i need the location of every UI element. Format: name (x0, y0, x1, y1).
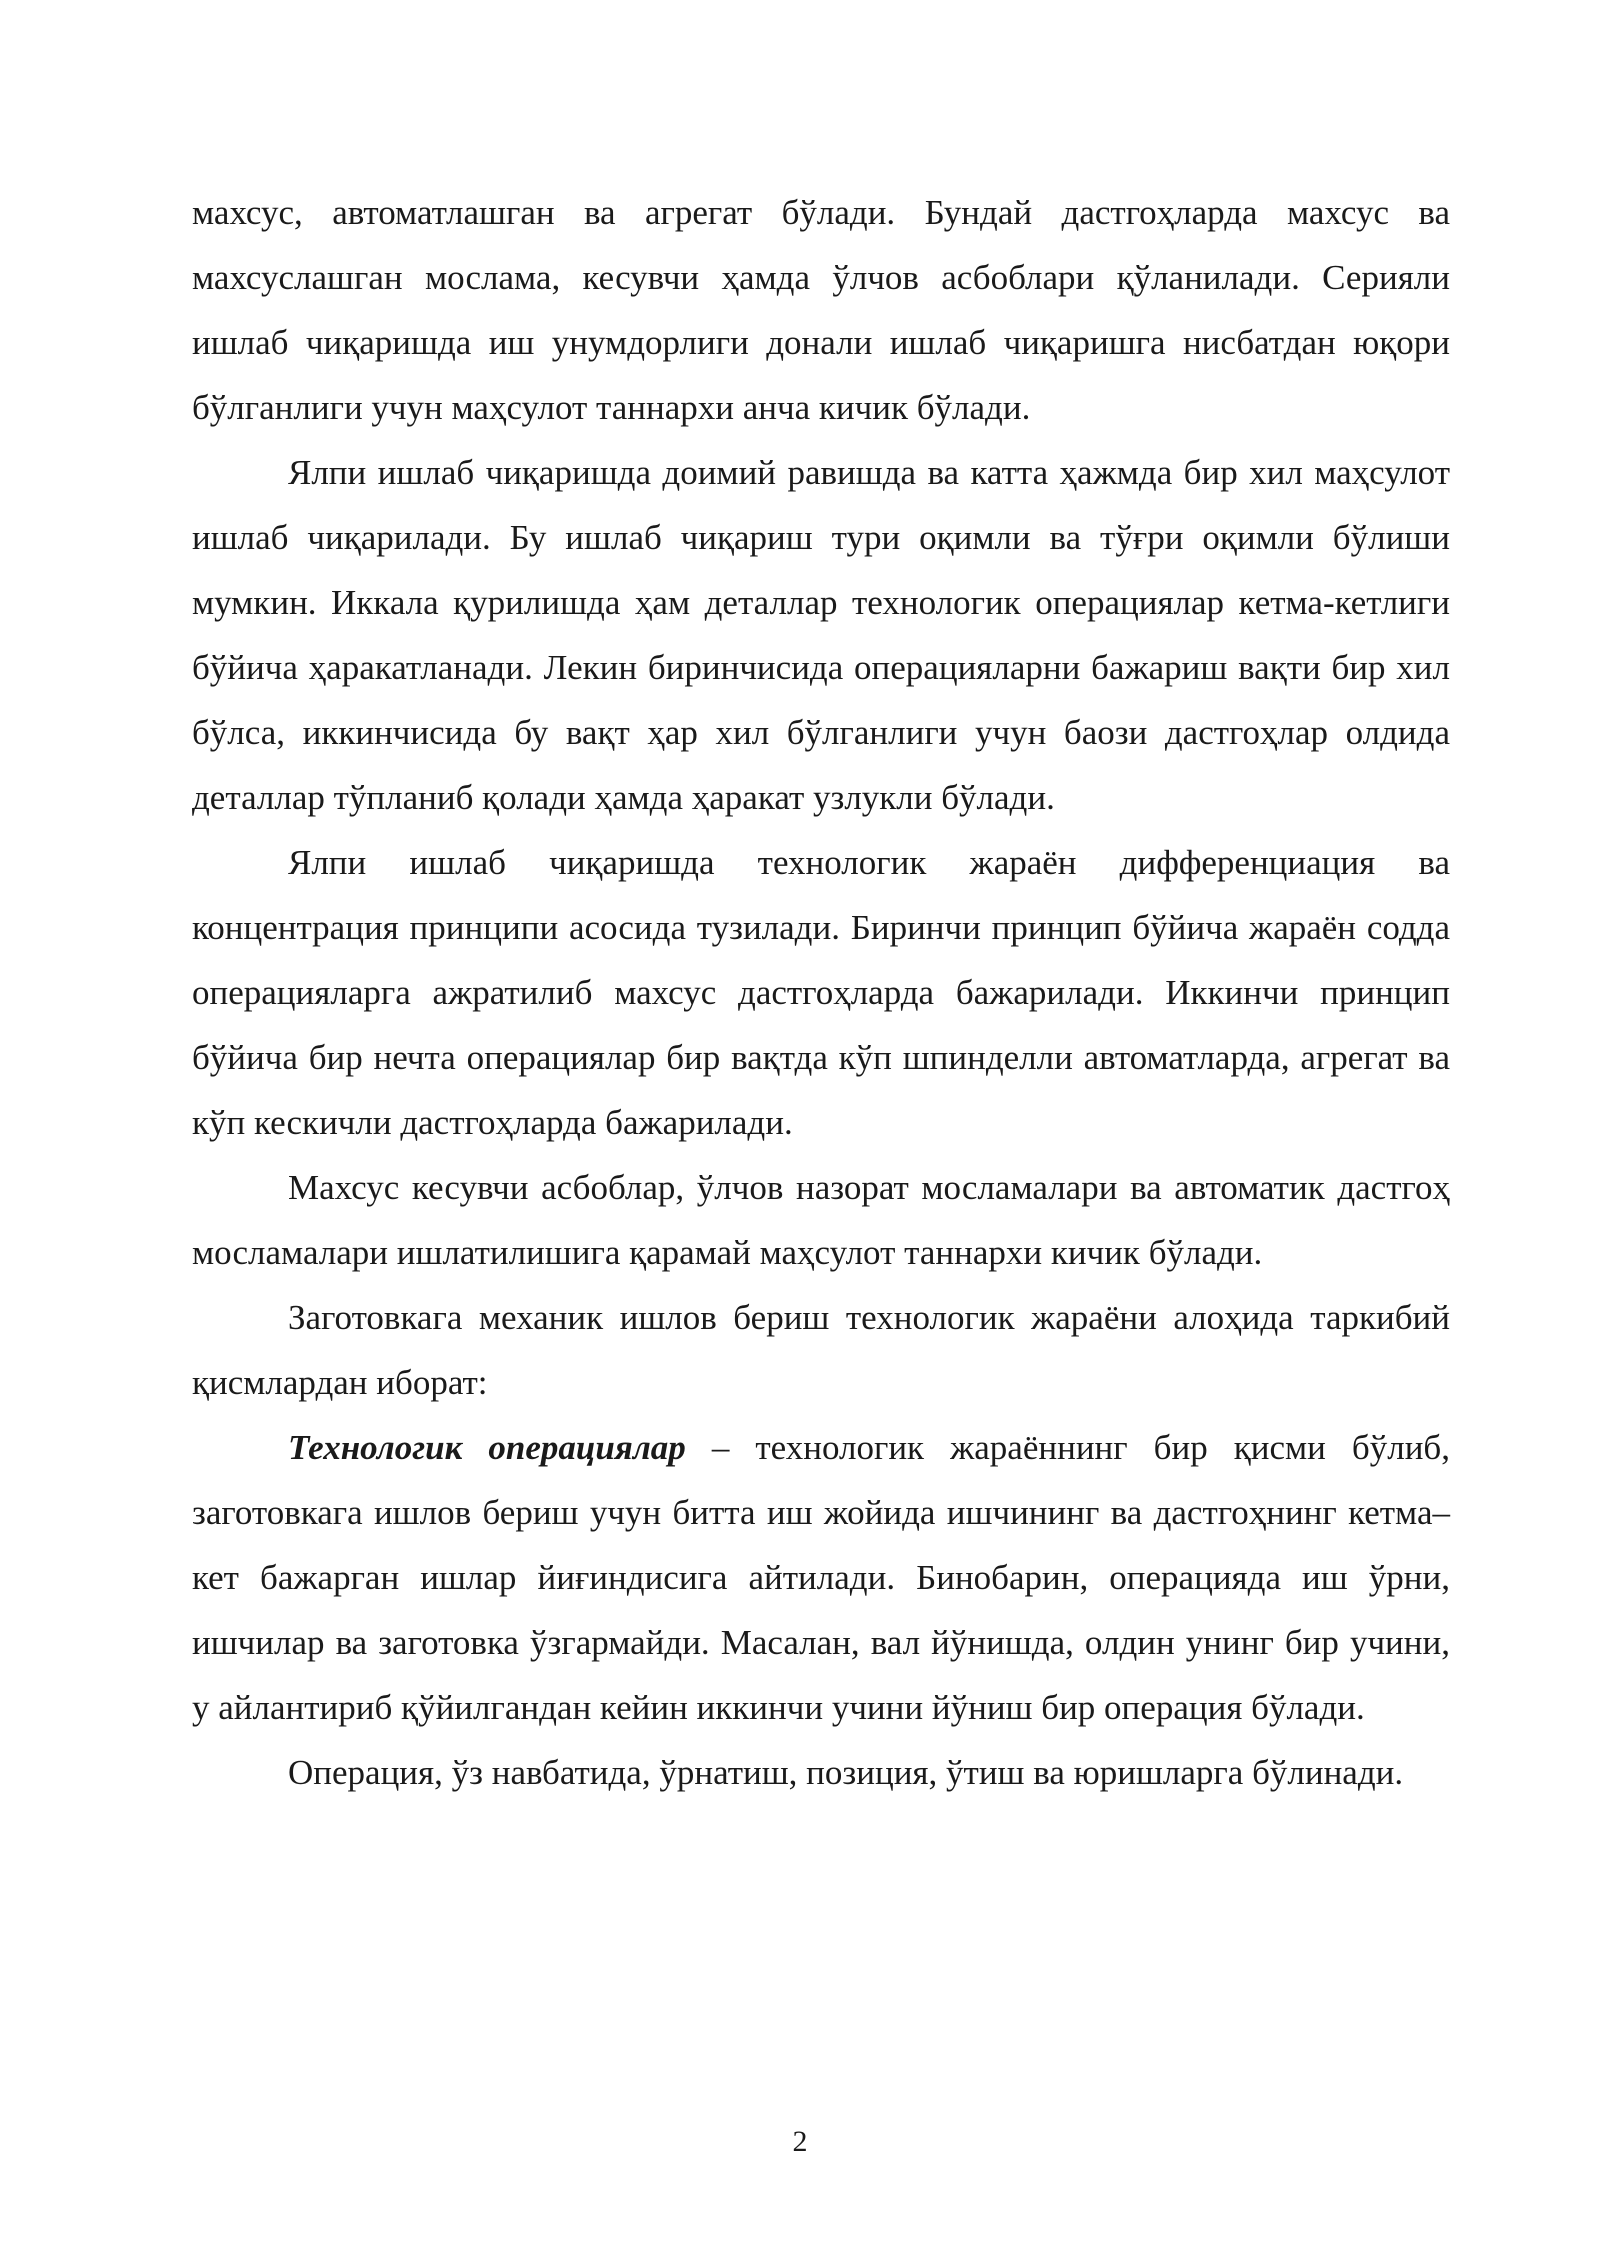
paragraph-2: Ялпи ишлаб чиқаришда доимий равишда ва катта ҳажмда бир хил маҳсулот ишлаб чиқарилади. Бу ишлаб чиқариш тури оқимли ва тўғри оқимли бўлиши мумкин. Иккала қурилишда ҳам деталлар технологик операциялар кетма-кетлиги бўйича ҳаракатланади. Лекин биринчисида операцияларни бажариш вақти бир хил бўлса, иккинчисида бу вақт ҳар хил бўлганлиги учун баози дастгоҳлар олдида деталлар тўпланиб қолади ҳамда ҳаракат узлукли бўлади. (192, 453, 1450, 817)
term-technological-operations: Технологик операциялар (288, 1428, 686, 1467)
term-definition: – технологик жараённинг бир қисми бўлиб, заготовкага ишлов бериш учун битта иш жойида ишчининг ва дастгоҳнинг кетма–кет бажарган ишлар йиғиндисига айтилади. Бинобарин, операцияда иш ўрни, ишчилар ва заготовка ўзгармайди. Масалан, вал йўнишда, олдин унинг бир учини, у айлантириб қўйилгандан кейин иккинчи учини йўниш бир операция бўлади. (192, 1428, 1450, 1727)
paragraph-5: Заготовкага механик ишлов бериш технологик жараёни алоҳида таркибий қисмлардан иборат: (192, 1298, 1450, 1402)
paragraph-3: Ялпи ишлаб чиқаришда технологик жараён дифференциация ва концентрация принципи асосида тузилади. Биринчи принцип бўйича жараён содда операцияларга ажратилиб махсус дастгоҳларда бажарилади. Иккинчи принцип бўйича бир нечта операциялар бир вақтда кўп шпинделли автоматларда, агрегат ва кўп кескичли дастгоҳларда бажарилади. (192, 843, 1450, 1142)
paragraph-6 (192, 1415, 1450, 1740)
page-number: 2 (792, 2125, 808, 2158)
paragraph-4: Махсус кесувчи асбоблар, ўлчов назорат мосламалари ва автоматик дастгоҳ мосламалари ишлатилишига қарамай маҳсулот таннархи кичик бўлади. (192, 1168, 1450, 1272)
paragraph-1: махсус, автоматлашган ва агрегат бўлади. Бундай дастгоҳларда махсус ва махсуслашган мослама, кесувчи ҳамда ўлчов асбоблари қўланилади. Серияли ишлаб чиқаришда иш унумдорлиги донали ишлаб чиқаришга нисбатдан юқори бўлганлиги учун маҳсулот таннархи анча кичик бўлади. (192, 193, 1450, 427)
document-body (192, 180, 1450, 1805)
paragraph-7: Операция, ўз навбатида, ўрнатиш, позиция, ўтиш ва юришларга бўлинади. (288, 1753, 1404, 1792)
